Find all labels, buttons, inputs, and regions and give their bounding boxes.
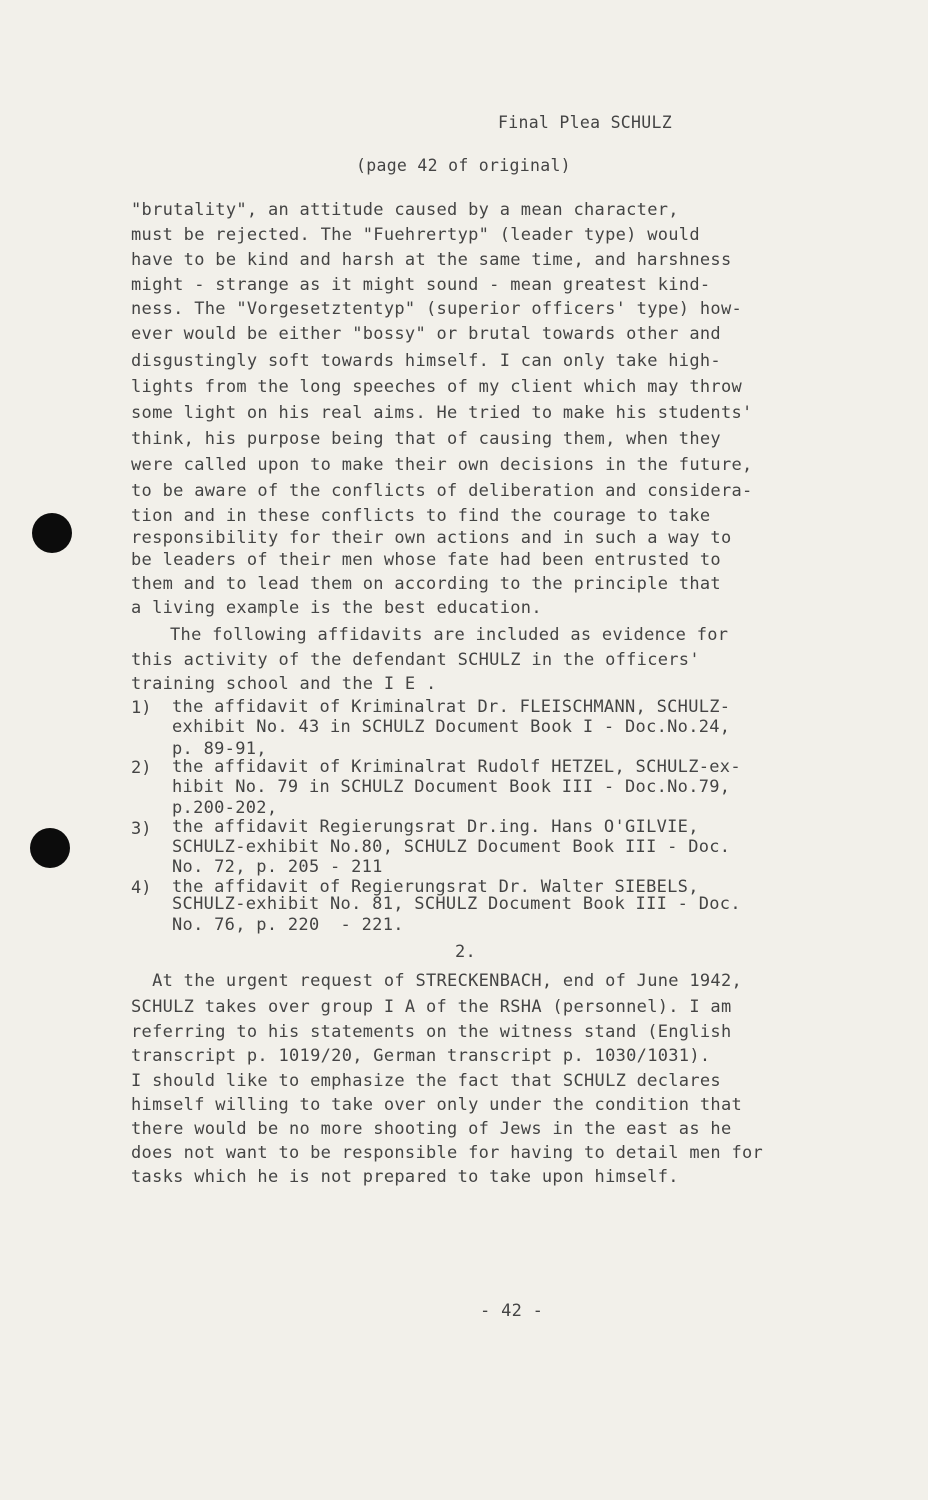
text-line: have to be kind and harsh at the same time, and harshness <box>131 250 732 270</box>
text-line: disgustingly soft towards himself. I can only take high- <box>131 351 721 371</box>
text-line: were called upon to make their own decisions in the future, <box>131 455 753 475</box>
list-item-number: 2) <box>131 758 152 778</box>
text-line: training school and the I E . <box>131 674 437 694</box>
text-line: the affidavit of Kriminalrat Dr. FLEISCHMANN, SCHULZ- <box>172 697 731 717</box>
text-line: there would be no more shooting of Jews in the east as he <box>131 1119 732 1139</box>
text-line: ness. The "Vorgesetztentyp" (superior officers' type) how- <box>131 299 743 319</box>
text-line: SCHULZ-exhibit No. 81, SCHULZ Document Book III - Doc. <box>172 894 741 914</box>
text-line: must be rejected. The "Fuehrertyp" (leader type) would <box>131 225 700 245</box>
text-line: exhibit No. 43 in SCHULZ Document Book I - Doc.No.24, <box>172 717 731 737</box>
text-line: might - strange as it might sound - mean greatest kind- <box>131 275 711 295</box>
section-number: 2. <box>455 942 477 962</box>
list-item-number: 3) <box>131 819 152 839</box>
list-item-number: 1) <box>131 698 152 718</box>
text-line: does not want to be responsible for having to detail men for <box>131 1143 764 1163</box>
punch-hole-bottom <box>30 828 70 868</box>
text-line: himself willing to take over only under the condition that <box>131 1095 743 1115</box>
text-line: I should like to emphasize the fact that SCHULZ declares <box>131 1071 721 1091</box>
text-line: some light on his real aims. He tried to make his students' <box>131 403 753 423</box>
text-line: p. 89-91, <box>172 739 267 759</box>
text-line: think, his purpose being that of causing them, when they <box>131 429 721 449</box>
text-line: No. 72, p. 205 - 211 <box>172 857 383 877</box>
text-line: SCHULZ takes over group I A of the RSHA (personnel). I am <box>131 997 732 1017</box>
text-line: the affidavit Regierungsrat Dr.ing. Hans O'GILVIE, <box>172 817 699 837</box>
text-line: a living example is the best education. <box>131 598 542 618</box>
text-line: The following affidavits are included as evidence for <box>170 625 729 645</box>
text-line: "brutality", an attitude caused by a mean character, <box>131 200 679 220</box>
text-line: this activity of the defendant SCHULZ in the officers' <box>131 650 700 670</box>
text-line: p.200-202, <box>172 798 278 818</box>
text-line: hibit No. 79 in SCHULZ Document Book III - Doc.No.79, <box>172 777 731 797</box>
text-line: referring to his statements on the witness stand (English <box>131 1022 732 1042</box>
text-line: be leaders of their men whose fate had been entrusted to <box>131 550 721 570</box>
text-line: the affidavit of Kriminalrat Rudolf HETZEL, SCHULZ-ex- <box>172 757 741 777</box>
text-line: responsibility for their own actions and in such a way to <box>131 528 732 548</box>
text-line: No. 76, p. 220 - 221. <box>172 915 404 935</box>
text-line: At the urgent request of STRECKENBACH, end of June 1942, <box>131 971 743 991</box>
document-title: Final Plea SCHULZ <box>498 113 672 132</box>
page-reference: (page 42 of original) <box>356 156 571 175</box>
text-line: lights from the long speeches of my client which may throw <box>131 377 743 397</box>
text-line: to be aware of the conflicts of deliberation and considera- <box>131 481 753 501</box>
page-number: - 42 - <box>480 1301 544 1321</box>
punch-hole-top <box>32 513 72 553</box>
text-line: transcript p. 1019/20, German transcript p. 1030/1031). <box>131 1046 711 1066</box>
text-line: SCHULZ-exhibit No.80, SCHULZ Document Book III - Doc. <box>172 837 731 857</box>
list-item-number: 4) <box>131 878 152 898</box>
text-line: tasks which he is not prepared to take upon himself. <box>131 1167 679 1187</box>
text-line: them and to lead them on according to the principle that <box>131 574 721 594</box>
text-line: ever would be either "bossy" or brutal towards other and <box>131 324 721 344</box>
text-line: tion and in these conflicts to find the courage to take <box>131 506 711 526</box>
text-line: the affidavit of Regierungsrat Dr. Walter SIEBELS, <box>172 877 699 897</box>
